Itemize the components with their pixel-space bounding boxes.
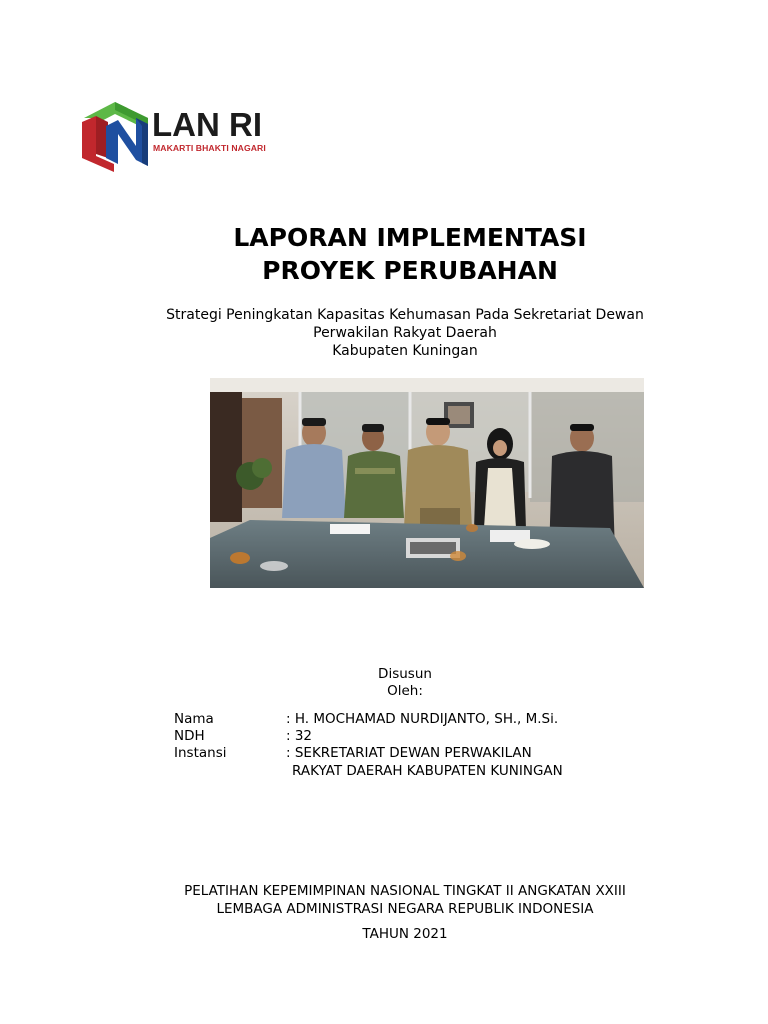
footer-institution: LEMBAGA ADMINISTRASI NEGARA REPUBLIK INDONESIA — [216, 901, 594, 917]
author-ndh-value: : 32 — [286, 728, 313, 744]
footer-year: TAHUN 2021 — [362, 926, 448, 942]
prepared-by-line-1: Disusun — [378, 666, 432, 682]
group-photo — [210, 378, 644, 588]
author-instansi-value-1: : SEKRETARIAT DEWAN PERWAKILAN — [286, 745, 532, 761]
logo-wordmark: LAN RI — [152, 106, 262, 143]
report-subtitle-line-1: Strategi Peningkatan Kapasitas Kehumasan Pada Sekretariat Dewan — [166, 307, 644, 323]
author-name-value: : H. MOCHAMAD NURDIJANTO, SH., M.Si. — [286, 711, 559, 727]
report-title-line-2: PROYEK PERUBAHAN — [262, 256, 558, 285]
author-ndh-label: NDH — [174, 728, 205, 744]
logo-tagline: MAKARTI BHAKTI NAGARI — [153, 143, 266, 153]
prepared-by-line-2: Oleh: — [387, 683, 423, 699]
author-instansi-label: Instansi — [174, 745, 227, 761]
report-subtitle-line-2: Perwakilan Rakyat Daerah — [313, 325, 497, 341]
report-title-line-1: LAPORAN IMPLEMENTASI — [233, 223, 587, 252]
author-instansi-value-2: RAKYAT DAERAH KABUPATEN KUNINGAN — [292, 763, 563, 779]
report-subtitle-line-3: Kabupaten Kuningan — [332, 343, 478, 359]
footer-program: PELATIHAN KEPEMIMPINAN NASIONAL TINGKAT II ANGKATAN XXIII — [184, 883, 626, 899]
author-name-label: Nama — [174, 711, 214, 727]
group-photo-illustration — [210, 378, 644, 588]
